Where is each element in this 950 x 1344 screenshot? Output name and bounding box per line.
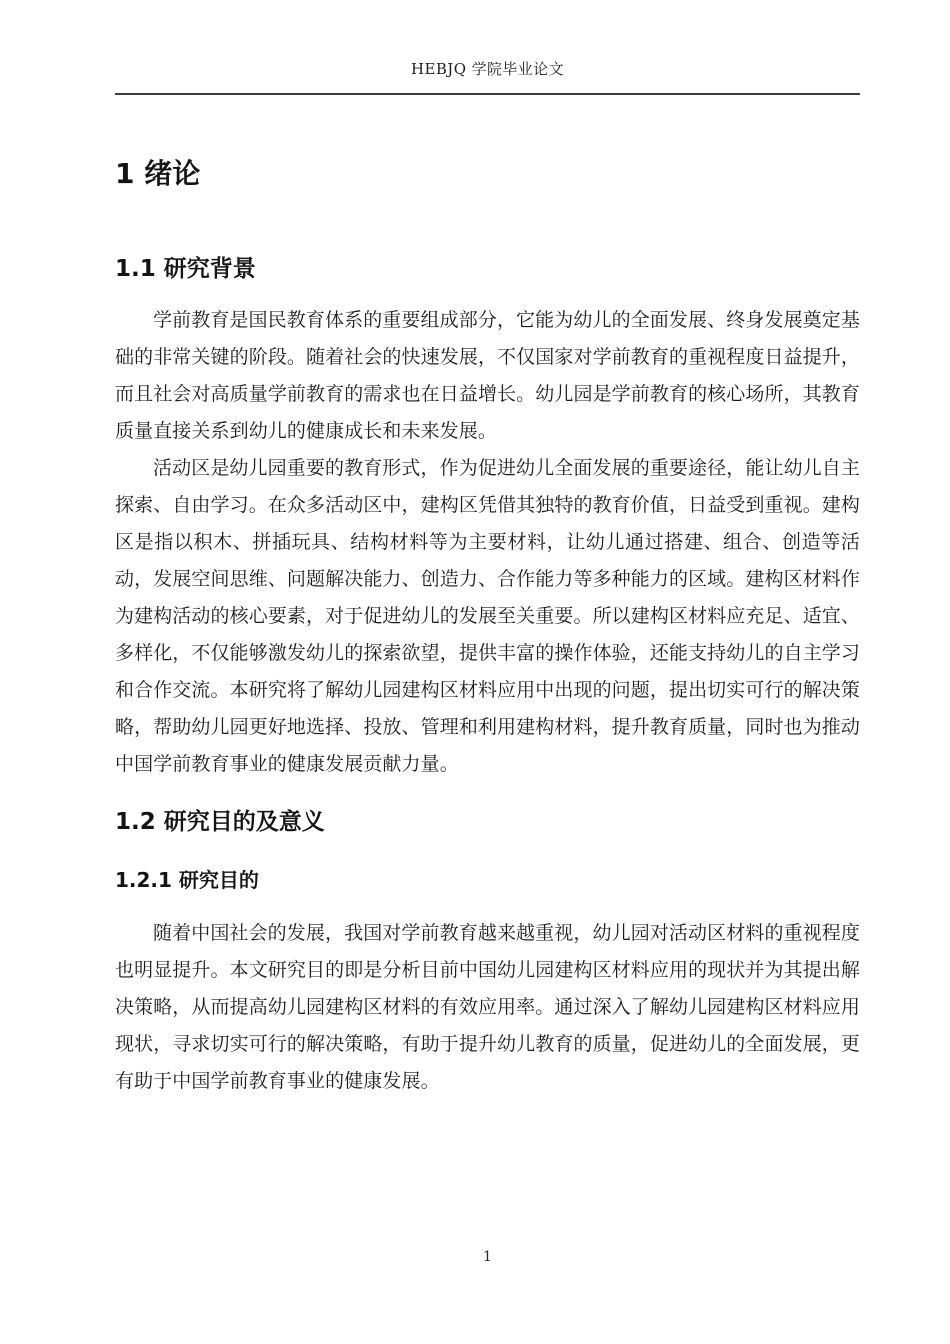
subsection-1-2-1-body bbox=[115, 915, 860, 1100]
section-heading-1-2: 1.2 研究目的及意义 bbox=[115, 809, 325, 835]
section-1-1-body bbox=[115, 302, 860, 783]
document-body bbox=[115, 132, 860, 1100]
header-divider bbox=[115, 93, 860, 95]
subsection-heading-1-2-1: 1.2.1 研究目的 bbox=[115, 868, 259, 892]
paragraph: 随着中国社会的发展，我国对学前教育越来越重视，幼儿园对活动区材料的重视程度也明显提升。本文研究目的即是分析目前中国幼儿园建构区材料应用的现状并为其提出解决策略，从而提高幼儿园建构区材料的有效应用率。通过深入了解幼儿园建构区材料应用现状，寻求切实可行的解决策略，有助于提升幼儿教育的质量，促进幼儿的全面发展，更有助于中国学前教育事业的健康发展。 bbox=[115, 922, 860, 1092]
paragraph: 学前教育是国民教育体系的重要组成部分，它能为幼儿的全面发展、终身发展奠定基础的非常关键的阶段。随着社会的快速发展，不仅国家对学前教育的重视程度日益提升，而且社会对高质量学前教育的需求也在日益增长。幼儿园是学前教育的核心场所，其教育质量直接关系到幼儿的健康成长和未来发展。 bbox=[115, 309, 860, 442]
paragraph: 活动区是幼儿园重要的教育形式，作为促进幼儿全面发展的重要途径，能让幼儿自主探索、自由学习。在众多活动区中，建构区凭借其独特的教育价值，日益受到重视。建构区是指以积木、拼插玩具、结构材料等为主要材料，让幼儿通过搭建、组合、创造等活动，发展空间思维、问题解决能力、创造力、合作能力等多种能力的区域。建构区材料作为建构活动的核心要素，对于促进幼儿的发展至关重要。所以建构区材料应充足、适宜、多样化，不仅能够激发幼儿的探索欲望，提供丰富的操作体验，还能支持幼儿的自主学习和合作交流。本研究将了解幼儿园建构区材料应用中出现的问题，提出切实可行的解决策略，帮助幼儿园更好地选择、投放、管理和利用建构材料，提升教育质量，同时也为推动中国学前教育事业的健康发展贡献力量。 bbox=[115, 457, 860, 775]
chapter-heading: 1 绪论 bbox=[115, 157, 201, 190]
page-footer bbox=[115, 1248, 860, 1266]
running-header bbox=[115, 58, 860, 80]
section-heading-1-1: 1.1 研究背景 bbox=[115, 256, 256, 282]
page-number: 1 bbox=[483, 1249, 492, 1265]
running-header-title: HEBJQ 学院毕业论文 bbox=[411, 60, 564, 78]
